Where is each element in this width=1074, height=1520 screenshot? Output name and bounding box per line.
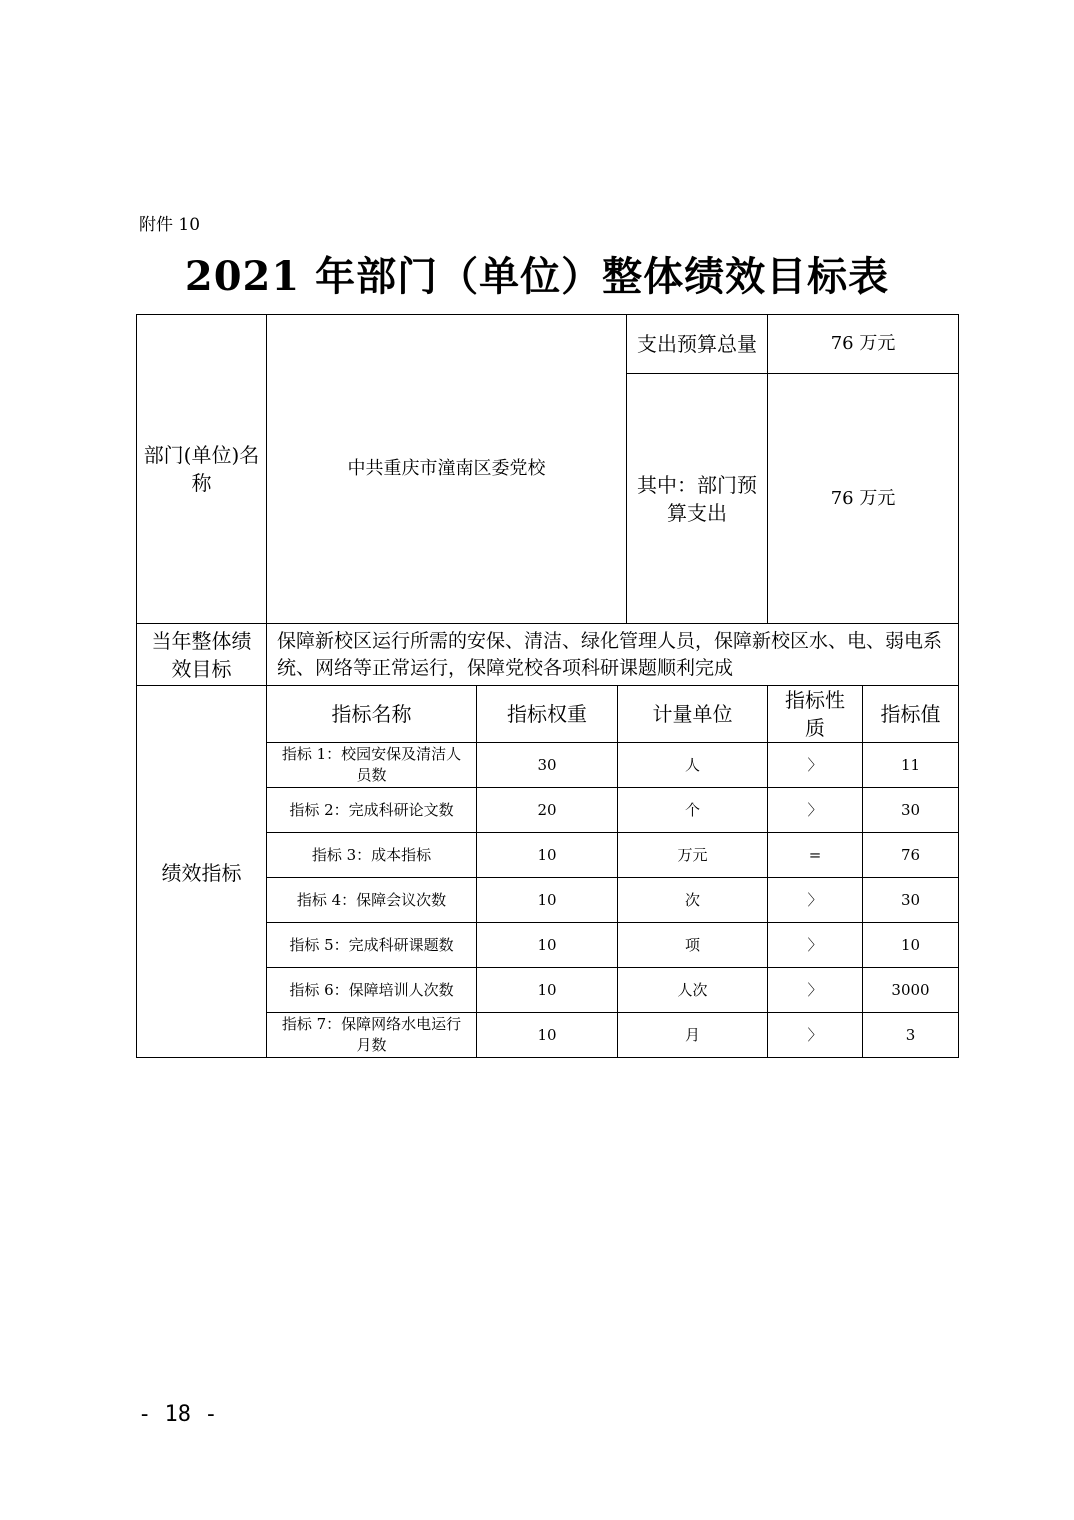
indicator-unit: 项: [618, 923, 768, 968]
indicator-unit: 人次: [618, 968, 768, 1013]
indicator-name: 指标 2：完成科研论文数: [267, 788, 477, 833]
indicator-weight: 20: [477, 788, 618, 833]
indicator-value: 76: [863, 833, 959, 878]
indicator-name: 指标 6：保障培训人次数: [267, 968, 477, 1013]
indicator-value: 3000: [863, 968, 959, 1013]
indicator-unit: 人: [618, 743, 768, 788]
indicator-nature: 〉: [768, 1013, 863, 1058]
indicator-weight: 30: [477, 743, 618, 788]
indicator-weight: 10: [477, 833, 618, 878]
indicators-section-label: 绩效指标: [137, 686, 267, 1058]
attachment-label: 附件 10: [139, 215, 201, 235]
header-unit: 计量单位: [618, 686, 768, 743]
indicator-nature: 〉: [768, 923, 863, 968]
page-title: 2021 年部门（单位）整体绩效目标表: [184, 253, 890, 300]
indicator-value: 10: [863, 923, 959, 968]
indicator-weight: 10: [477, 878, 618, 923]
indicator-weight: 10: [477, 923, 618, 968]
annual-goal-label: 当年整体绩效目标: [137, 624, 267, 686]
budget-total-label: 支出预算总量: [627, 315, 768, 374]
indicator-nature: 〉: [768, 968, 863, 1013]
performance-target-table: [136, 314, 959, 1058]
budget-dept-value: 76 万元: [768, 374, 959, 624]
indicator-nature: 〉: [768, 878, 863, 923]
indicator-value: 11: [863, 743, 959, 788]
header-indicator-name: 指标名称: [267, 686, 477, 743]
indicator-value: 30: [863, 878, 959, 923]
page-number: - 18 -: [138, 1402, 218, 1427]
indicator-value: 30: [863, 788, 959, 833]
indicator-weight: 10: [477, 1013, 618, 1058]
indicator-weight: 10: [477, 968, 618, 1013]
annual-goal-text: 保障新校区运行所需的安保、清洁、绿化管理人员，保障新校区水、电、弱电系统、网络等正常运行，保障党校各项科研课题顺利完成: [267, 624, 959, 686]
indicator-unit: 次: [618, 878, 768, 923]
indicator-unit: 个: [618, 788, 768, 833]
indicator-unit: 月: [618, 1013, 768, 1058]
indicator-name: 指标 5：完成科研课题数: [267, 923, 477, 968]
indicator-name: 指标 1：校园安保及清洁人员数: [267, 743, 477, 788]
indicator-nature: 〉: [768, 743, 863, 788]
indicator-unit: 万元: [618, 833, 768, 878]
indicator-nature: 〉: [768, 788, 863, 833]
indicator-nature: =: [768, 833, 863, 878]
dept-name-label: 部门(单位)名称: [137, 315, 267, 624]
dept-name-value: 中共重庆市潼南区委党校: [267, 315, 627, 624]
indicator-name: 指标 3：成本指标: [267, 833, 477, 878]
budget-dept-label: 其中：部门预算支出: [627, 374, 768, 624]
header-value: 指标值: [863, 686, 959, 743]
header-nature: 指标性质: [768, 686, 863, 743]
header-indicator-weight: 指标权重: [477, 686, 618, 743]
budget-total-value: 76 万元: [768, 315, 959, 374]
indicator-name: 指标 4：保障会议次数: [267, 878, 477, 923]
indicator-value: 3: [863, 1013, 959, 1058]
indicator-name: 指标 7：保障网络水电运行月数: [267, 1013, 477, 1058]
